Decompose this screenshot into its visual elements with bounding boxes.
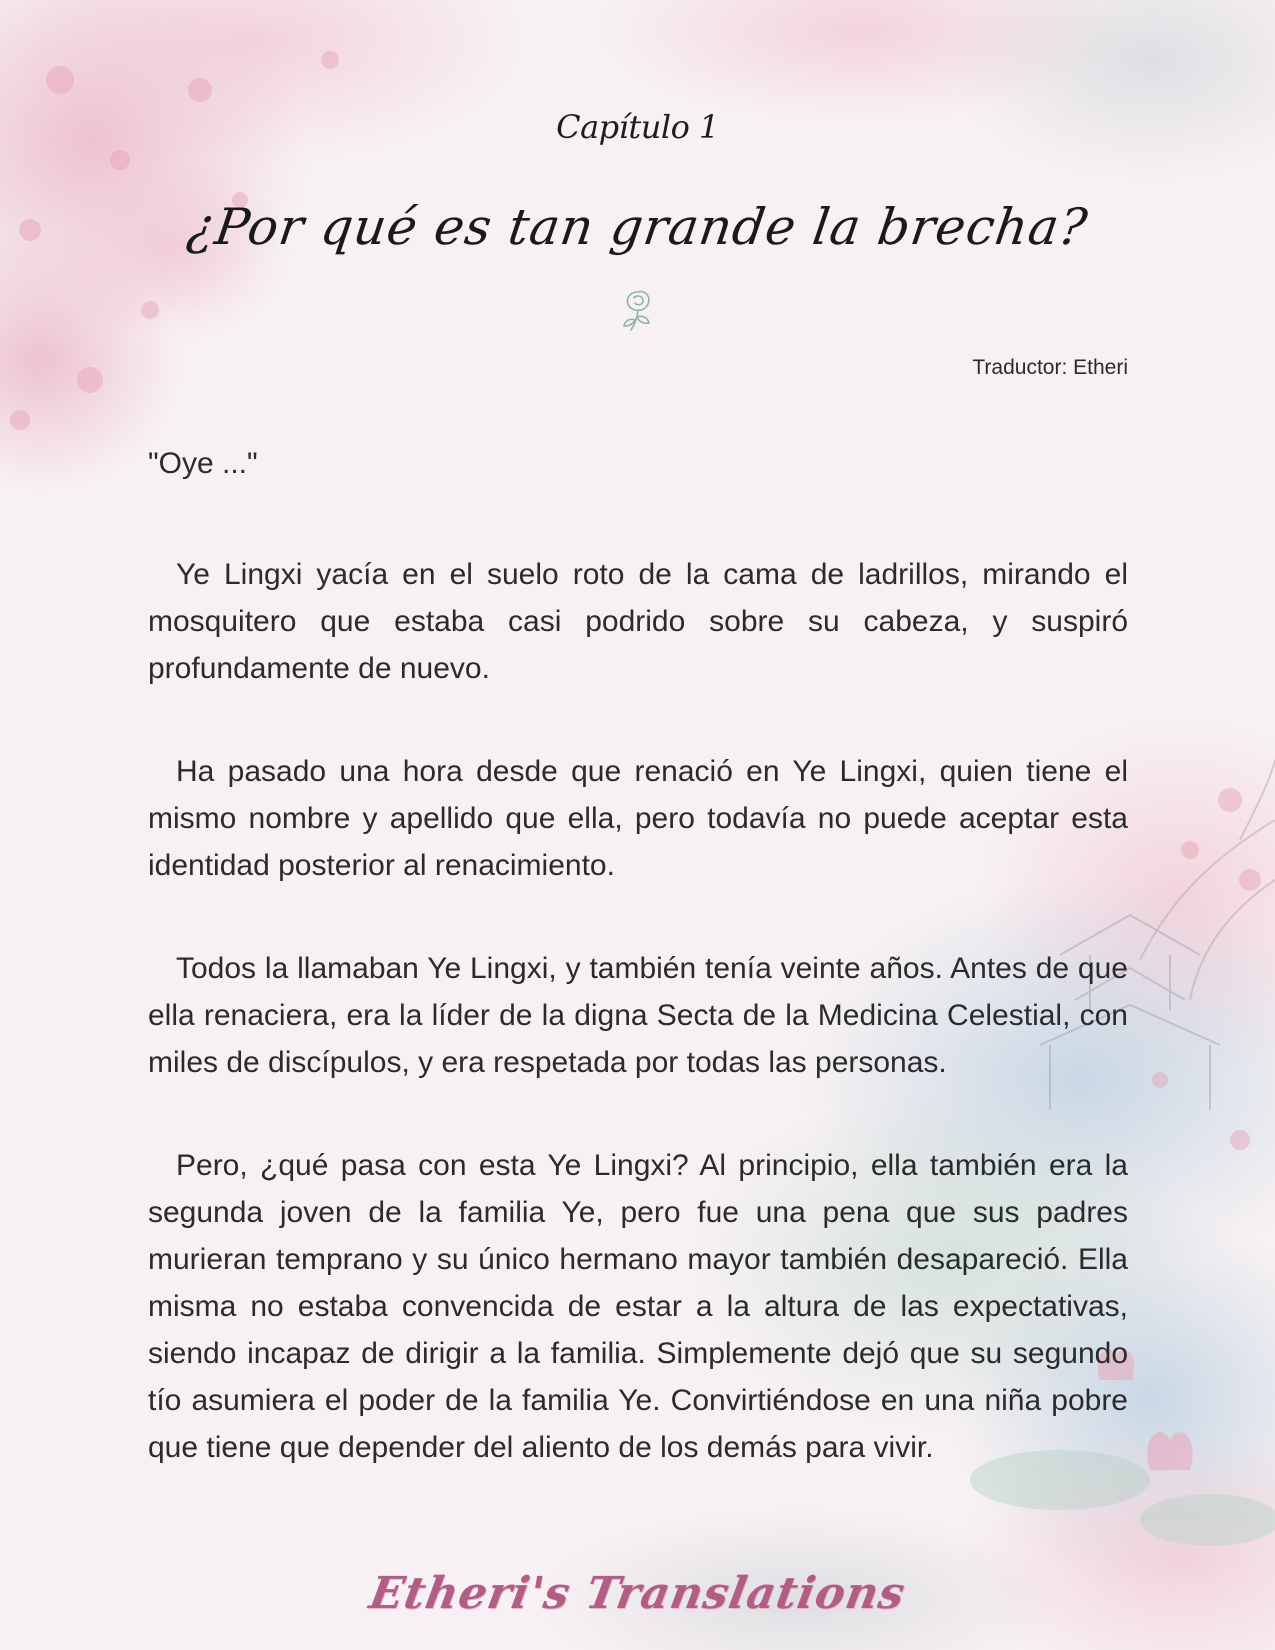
rose-icon (617, 284, 659, 336)
paragraph-4: Todos la llamaban Ye Lingxi, y también tenía veinte años. Antes de que ella renaciera, era la líder de la digna Secta de la Medicina Celestial, con miles de discípulos, y era respetada por todas las personas. (148, 952, 1128, 1079)
chapter-label: Capítulo 1 (556, 108, 719, 146)
paragraph-5: Pero, ¿qué pasa con esta Ye Lingxi? Al principio, ella también era la segunda joven de la familia Ye, pero fue una pena que sus padres murieran temprano y su único hermano mayor también desapareció. Ella misma no estaba convencida de estar a la altura de las expectativas, siendo incapaz de dirigir a la familia. Simplemente dejó que su segundo tío asumiera el poder de la familia Ye. Convirtiéndose en una niña pobre que tiene que depender del aliento de los demás para vivir. (148, 1149, 1128, 1464)
chapter-body (148, 440, 1128, 1471)
paragraph-1: "Oye ..." (148, 447, 258, 480)
footer-brand-logo: Etheri's Translations (365, 1568, 910, 1619)
paragraph-2: Ye Lingxi yacía en el suelo roto de la cama de ladrillos, mirando el mosquitero que estaba casi podrido sobre su cabeza, y suspiró profundamente de nuevo. (148, 558, 1128, 685)
translator-credit: Traductor: Etheri (972, 356, 1128, 379)
paragraph-3: Ha pasado una hora desde que renació en Ye Lingxi, quien tiene el mismo nombre y apellido que ella, pero todavía no puede aceptar esta identidad posterior al renacimiento. (148, 755, 1128, 882)
chapter-title: ¿Por qué es tan grande la brecha? (183, 198, 1092, 256)
